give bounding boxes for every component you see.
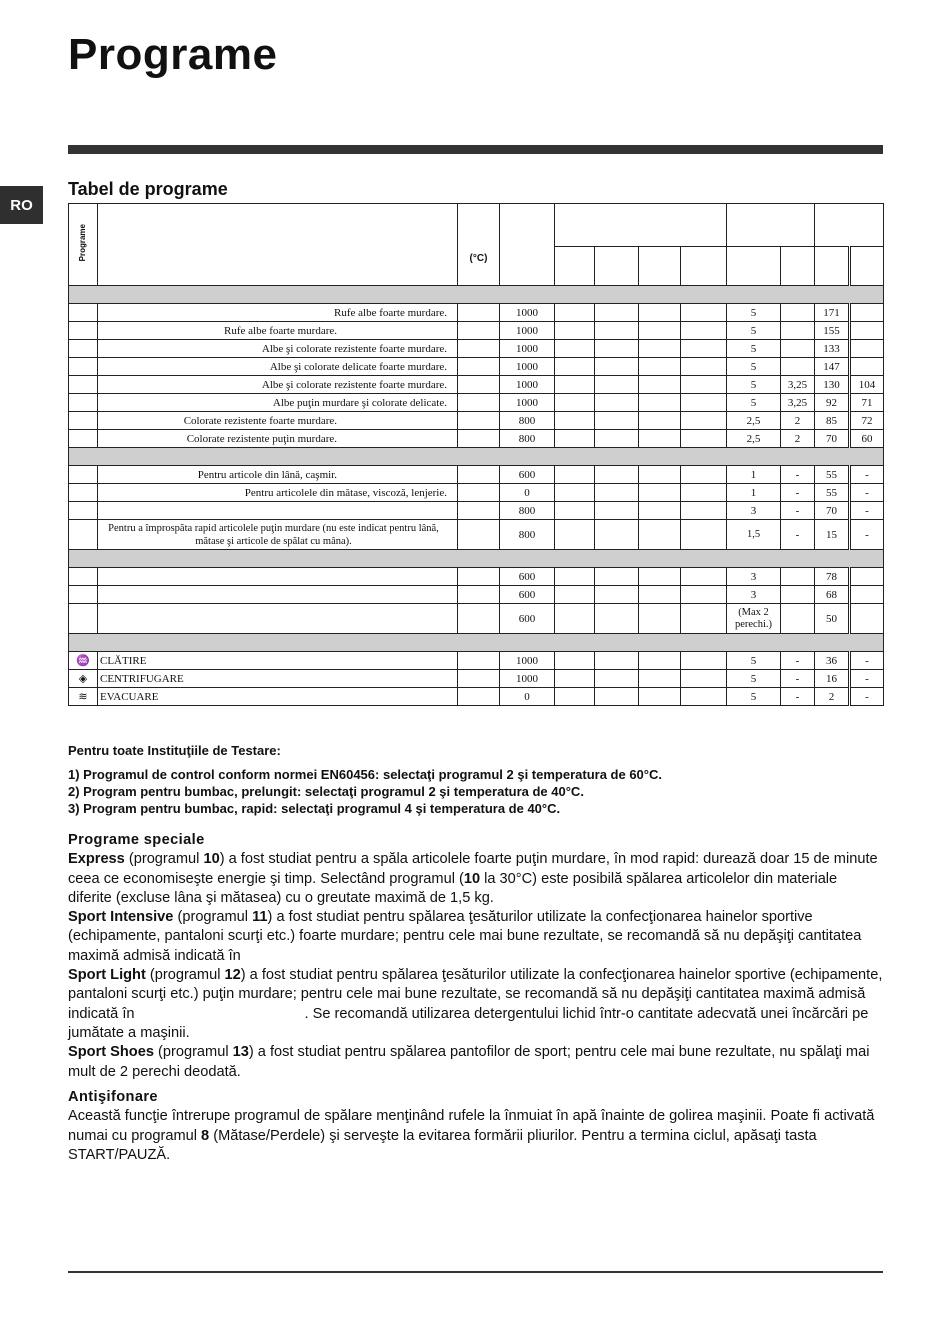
table-row [69,520,884,550]
detergent-cell [595,376,639,394]
detergent-cell [595,586,639,604]
max-load-value: 3 [727,586,781,604]
program-description [98,502,458,520]
program-icon-cell [69,688,98,706]
header-description-cell [98,204,458,286]
duration-value-2: - [850,688,884,706]
program-description: Colorate rezistente foarte murdare. [98,412,458,430]
header-duration-cell [815,204,884,247]
spin-speed: 800 [500,412,555,430]
program-description: CLĂTIRE [98,652,458,670]
duration-value: 155 [815,322,850,340]
program-description: Albe şi colorate delicate foarte murdare. [98,358,458,376]
temperature-cell [458,520,500,550]
load-value-2: 3,25 [781,376,815,394]
program-description: Pentru a împrospăta rapid articolele puţin murdare (nu este indicat pentru lână, mătase şi articole de spălat cu mâna). [98,520,458,550]
detergent-cell [681,304,727,322]
program-icon-cell [69,604,98,634]
program-table [68,203,884,706]
duration-value: 68 [815,586,850,604]
temperature-cell [458,340,500,358]
program-icon-cell [69,430,98,448]
load-value-2 [781,568,815,586]
detergent-cell [681,322,727,340]
temperature-cell [458,322,500,340]
testing-note-item: 3) Program pentru bumbac, rapid: selectaţi programul 4 şi temperatura de 40°C. [68,801,561,816]
detergent-cell [681,670,727,688]
duration-value: 171 [815,304,850,322]
table-header-row [69,204,884,247]
max-load-value: 5 [727,304,781,322]
rinse-icon: ♒ [76,654,90,667]
detergent-cell [639,568,681,586]
spin-speed: 1000 [500,304,555,322]
testing-notes-heading: Pentru toate Instituţiile de Testare: [68,743,281,758]
program-description [98,568,458,586]
load-value-2: - [781,466,815,484]
table-row [69,502,884,520]
program-description: Colorate rezistente puţin murdare. [98,430,458,448]
table-row [69,688,884,706]
group-header-cell [69,286,884,304]
group-header-cell [69,448,884,466]
sport-light-paragraph: Sport Light (programul 12) a fost studiat pentru spălarea ţesăturilor utilizate la confecţionarea hainelor sportive (echipamente, pantaloni scurţi etc.) puţin murdare; pentru cele mai bune rezultate, se recomandă să nu depăşiţi cantitatea maximă admisă indicată în . Se recomandă utilizarea detergentului lichid într-o cantitate adecvată unei încărcări pe jumătate a maşinii. [68,967,883,1041]
sport-intensive-name: Sport Intensive [68,909,174,926]
detergent-cell [555,376,595,394]
table-row [69,412,884,430]
load-value-2: 2 [781,412,815,430]
max-load-value: (Max 2 perechi.) [727,604,781,634]
table-row [69,322,884,340]
temperature-cell [458,604,500,634]
max-load-value: 5 [727,394,781,412]
detergent-cell [555,340,595,358]
detergent-cell [681,652,727,670]
subheader-cell [595,247,639,286]
detergent-cell [639,652,681,670]
detergent-cell [555,652,595,670]
load-value-2 [781,586,815,604]
sport-light-name: Sport Light [68,967,146,984]
spin-speed: 0 [500,484,555,502]
temperature-cell [458,376,500,394]
detergent-cell [639,376,681,394]
duration-value: 55 [815,466,850,484]
detergent-cell [595,304,639,322]
program-description: Albe şi colorate rezistente foarte murdare. [98,340,458,358]
duration-value: 15 [815,520,850,550]
detergent-cell [639,502,681,520]
header-detergents-cell [555,204,727,247]
duration-value: 133 [815,340,850,358]
detergent-cell [639,394,681,412]
detergent-cell [555,670,595,688]
detergent-cell [681,502,727,520]
spin-speed: 800 [500,520,555,550]
detergent-cell [681,466,727,484]
detergent-cell [595,604,639,634]
detergent-cell [681,604,727,634]
duration-value: 50 [815,604,850,634]
table-group-header [69,634,884,652]
load-value-2: - [781,652,815,670]
max-load-value: 5 [727,688,781,706]
detergent-cell [595,520,639,550]
header-programe: Programe [78,224,87,262]
table-row [69,484,884,502]
table-row [69,376,884,394]
anti-crease-section [68,1088,883,1165]
table-group-header [69,448,884,466]
detergent-cell [555,520,595,550]
detergent-cell [681,688,727,706]
duration-value: 78 [815,568,850,586]
detergent-cell [595,502,639,520]
detergent-cell [639,430,681,448]
duration-value: 36 [815,652,850,670]
detergent-cell [595,430,639,448]
duration-value: 130 [815,376,850,394]
duration-value-2: - [850,502,884,520]
temperature-cell [458,466,500,484]
duration-value: 55 [815,484,850,502]
program-description: Rufe albe foarte murdare. [98,304,458,322]
table-row [69,670,884,688]
program-description [98,604,458,634]
title-rule [68,145,883,154]
spin-speed: 1000 [500,670,555,688]
detergent-cell [555,484,595,502]
max-load-value: 5 [727,376,781,394]
detergent-cell [595,652,639,670]
spin-speed: 1000 [500,394,555,412]
detergent-cell [639,604,681,634]
program-description: Rufe albe foarte murdare. [98,322,458,340]
spin-speed: 1000 [500,340,555,358]
temperature-cell [458,304,500,322]
detergent-cell [595,394,639,412]
table-group-header [69,286,884,304]
subheader-cell [727,247,781,286]
program-icon-cell [69,394,98,412]
load-value-2 [781,322,815,340]
detergent-cell [555,358,595,376]
temperature-cell [458,394,500,412]
temperature-cell [458,412,500,430]
program-icon-cell [69,376,98,394]
program-description: Pentru articolele din mătase, viscoză, lenjerie. [98,484,458,502]
table-row [69,394,884,412]
program-description: EVACUARE [98,688,458,706]
testing-note-item: 1) Programul de control conform normei EN60456: selectaţi programul 2 şi temperatura de 60°C. [68,767,662,782]
detergent-cell [595,358,639,376]
spin-speed: 600 [500,604,555,634]
detergent-cell [639,358,681,376]
duration-value-2: - [850,670,884,688]
special-programs-heading: Programe speciale [68,832,205,848]
detergent-cell [639,412,681,430]
table-row [69,652,884,670]
detergent-cell [681,412,727,430]
max-load-value: 5 [727,358,781,376]
spin-speed: 1000 [500,652,555,670]
program-icon-cell [69,502,98,520]
duration-value-2 [850,586,884,604]
duration-value-2: 104 [850,376,884,394]
table-row [69,340,884,358]
subheader-cell [639,247,681,286]
detergent-cell [639,520,681,550]
detergent-cell [595,322,639,340]
detergent-cell [681,484,727,502]
duration-value: 70 [815,430,850,448]
header-programe-cell [69,204,98,286]
duration-value-2: - [850,466,884,484]
temperature-cell [458,568,500,586]
duration-value: 2 [815,688,850,706]
table-row [69,586,884,604]
duration-value: 147 [815,358,850,376]
detergent-cell [639,322,681,340]
anti-crease-heading: Antişifonare [68,1089,158,1105]
table-title: Tabel de programe [68,179,228,199]
table-group-header [69,550,884,568]
spin-speed: 800 [500,430,555,448]
max-load-value: 1,5 [727,520,781,550]
table-row [69,604,884,634]
program-description [98,586,458,604]
detergent-cell [681,586,727,604]
max-load-value: 1 [727,466,781,484]
language-tab: RO [0,186,43,224]
duration-value-2: - [850,484,884,502]
duration-value: 16 [815,670,850,688]
temperature-cell [458,586,500,604]
detergent-cell [555,466,595,484]
header-temp: (°C) [469,253,488,264]
detergent-cell [681,430,727,448]
program-description: CENTRIFUGARE [98,670,458,688]
table-row [69,430,884,448]
detergent-cell [639,670,681,688]
duration-value-2: 60 [850,430,884,448]
temperature-cell [458,688,500,706]
page-title: Programe [68,30,278,79]
detergent-cell [555,322,595,340]
duration-value-2: 71 [850,394,884,412]
subheader-cell [850,247,884,286]
subheader-cell [781,247,815,286]
detergent-cell [681,340,727,358]
duration-value-2 [850,340,884,358]
duration-value: 85 [815,412,850,430]
temperature-cell [458,358,500,376]
duration-value: 70 [815,502,850,520]
spin-speed: 600 [500,586,555,604]
detergent-cell [555,394,595,412]
load-value-2 [781,340,815,358]
program-icon-cell [69,340,98,358]
spin-speed: 1000 [500,358,555,376]
detergent-cell [555,604,595,634]
table-row [69,304,884,322]
express-name: Express [68,851,125,868]
load-value-2: 2 [781,430,815,448]
subheader-cell [681,247,727,286]
program-icon-cell [69,466,98,484]
header-temp-cell [458,204,500,286]
load-value-2: - [781,484,815,502]
spin-speed: 600 [500,568,555,586]
max-load-value: 5 [727,340,781,358]
duration-value-2: 72 [850,412,884,430]
program-icon-cell [69,652,98,670]
program-description: Albe şi colorate rezistente foarte murdare. [98,376,458,394]
detergent-cell [595,466,639,484]
detergent-cell [639,586,681,604]
table-row [69,568,884,586]
detergent-cell [639,688,681,706]
temperature-cell [458,652,500,670]
program-icon-cell [69,670,98,688]
max-load-value: 5 [727,322,781,340]
duration-value-2 [850,322,884,340]
load-value-2: - [781,502,815,520]
drain-icon: ≋ [78,690,88,703]
sport-shoes-paragraph: Sport Shoes (programul 13) a fost studiat pentru spălarea pantofilor de sport; pentru cele mai bune rezultate, nu spălaţi mai mult de 2 perechi deodată. [68,1044,870,1080]
detergent-cell [595,340,639,358]
duration-value-2 [850,358,884,376]
max-load-value: 2,5 [727,412,781,430]
program-icon-cell [69,484,98,502]
anti-crease-paragraph: Această funcţie întrerupe programul de spălare menţinând rufele la înmuiat în apă înainte de golirea maşinii. Poate fi activată numai cu programul 8 (Mătase/Perdele) şi serveşte la evitarea formării pliurilor. Pentru a termina ciclul, apăsaţi tasta START/PAUZĂ. [68,1108,875,1163]
temperature-cell [458,670,500,688]
spin-speed: 1000 [500,376,555,394]
program-icon-cell [69,322,98,340]
program-icon-cell [69,358,98,376]
duration-value-2 [850,304,884,322]
subheader-cell [555,247,595,286]
load-value-2 [781,358,815,376]
max-load-value: 3 [727,502,781,520]
max-load-value: 1 [727,484,781,502]
load-value-2 [781,304,815,322]
load-value-2: - [781,670,815,688]
detergent-cell [555,688,595,706]
program-icon-cell [69,586,98,604]
detergent-cell [595,412,639,430]
bottom-rule [68,1271,883,1273]
detergent-cell [555,586,595,604]
table-row [69,466,884,484]
subheader-cell [815,247,850,286]
detergent-cell [555,304,595,322]
duration-value-2: - [850,520,884,550]
load-value-2 [781,604,815,634]
max-load-value: 5 [727,652,781,670]
detergent-cell [639,484,681,502]
detergent-cell [595,484,639,502]
max-load-value: 5 [727,670,781,688]
temperature-cell [458,502,500,520]
max-load-value: 3 [727,568,781,586]
detergent-cell [595,688,639,706]
table-row [69,358,884,376]
detergent-cell [681,376,727,394]
detergent-cell [639,340,681,358]
load-value-2: - [781,688,815,706]
detergent-cell [681,520,727,550]
detergent-cell [555,430,595,448]
detergent-cell [639,304,681,322]
duration-value-2 [850,604,884,634]
spin-icon: ◈ [78,672,88,685]
max-load-value: 2,5 [727,430,781,448]
group-header-cell [69,634,884,652]
detergent-cell [555,502,595,520]
program-description: Pentru articole din lână, caşmir. [98,466,458,484]
temperature-cell [458,430,500,448]
sport-shoes-name: Sport Shoes [68,1044,154,1061]
program-icon-cell [69,412,98,430]
detergent-cell [681,358,727,376]
detergent-cell [555,568,595,586]
detergent-cell [681,568,727,586]
header-load-cell [727,204,815,247]
group-header-cell [69,550,884,568]
spin-speed: 1000 [500,322,555,340]
detergent-cell [681,394,727,412]
duration-value: 92 [815,394,850,412]
load-value-2: - [781,520,815,550]
testing-note-item: 2) Program pentru bumbac, prelungit: selectaţi programul 2 şi temperatura de 40°C. [68,784,584,799]
spin-speed: 600 [500,466,555,484]
spin-speed: 800 [500,502,555,520]
detergent-cell [595,670,639,688]
detergent-cell [595,568,639,586]
load-value-2: 3,25 [781,394,815,412]
program-icon-cell [69,520,98,550]
duration-value-2: - [850,652,884,670]
program-description: Albe puţin murdare şi colorate delicate. [98,394,458,412]
temperature-cell [458,484,500,502]
special-programs-section [68,831,883,1082]
testing-notes [68,742,883,817]
program-icon-cell [69,568,98,586]
detergent-cell [639,466,681,484]
detergent-cell [555,412,595,430]
sport-intensive-paragraph: Sport Intensive (programul 11) a fost studiat pentru spălarea ţesăturilor utilizate la confecţionarea hainelor sportive (echipamente, pantaloni scurţi etc.) foarte murdare; pentru cele mai bune rezultate, se recomandă să nu depăşiţi cantitatea maximă admisă indicată în [68,909,862,964]
duration-value-2 [850,568,884,586]
express-paragraph: Express (programul 10) a fost studiat pentru a spăla articolele foarte puţin murdare, în mod rapid: durează doar 15 de minute ceea ce economiseşte energie şi timp. Selectând programul (10 la 30°C) este posibilă spălarea articolelor din materiale diferite (excluse lâna şi mătasea) cu o greutate maximă de 1,5 kg. [68,851,878,906]
program-icon-cell [69,304,98,322]
header-speed-cell [500,204,555,286]
spin-speed: 0 [500,688,555,706]
